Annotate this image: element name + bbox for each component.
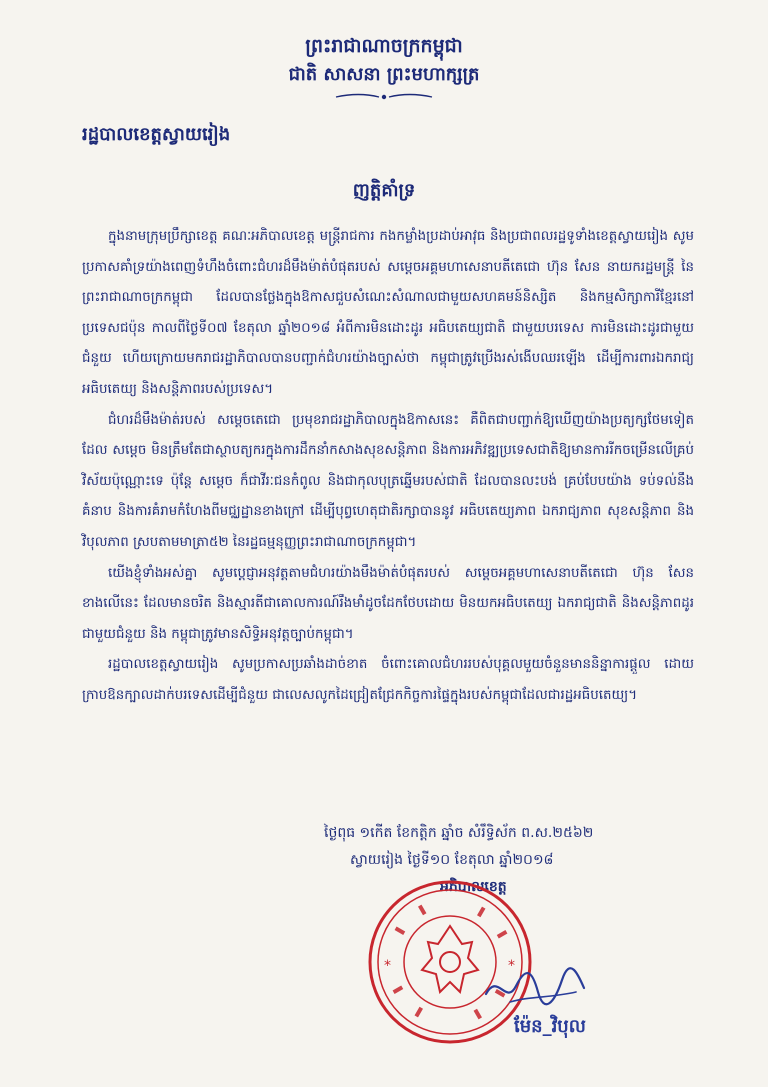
handwritten-signature-icon (480, 962, 590, 1012)
svg-text:*: * (508, 958, 515, 974)
paragraph-4: រដ្ឋបាលខេត្តស្វាយរៀង សូមប្រកាសប្រឆាំងដាច់ខាត ចំពោះគោលជំហររបស់បុគ្គលមួយចំនួនមាននិន្នាការផ្តួល ដោយក្រាបឱនក្បាលដាក់បរទេសដើម្បីជំនួយ ជាលេសលូកដៃជ្រៀតជ្រែកកិច្ចការផ្ទៃក្នុងរបស់កម្ពុជាដែលជារដ្ឋអធិបតេយ្យ។ (82, 657, 694, 703)
lunar-date: ថ្ងៃពុធ ១កើត ខែកត្តិក ឆ្នាំច សំរឹទ្ធិស័ក ព.ស.២៥៦២ (324, 825, 594, 841)
paragraph-3: យើងខ្ញុំទាំងអស់គ្នា សូមប្តេជ្ញាអនុវត្តតាមជំហរយ៉ាងមឹងម៉ាត់បំផុតរបស់ សម្តេចអគ្គមហាសេនាបតីតេជោ ហ៊ុន សែន ខាងលើនេះ ដែលមានចរិត និងស្មារតីជាគោលការណ៍រឹងមាំដូចដែកថែបដោយ មិនយកអធិបតេយ្យ ឯករាជ្យជាតិ និងសន្តិភាពដូរជាមួយជំនួយ និង កម្ពុជាត្រូវមានសិទ្ធិអនុវត្តច្បាប់កម្ពុជា។ (82, 565, 694, 642)
signer-name: ម៉ែន_វិបុល (514, 1016, 586, 1037)
ornament-divider-icon (334, 92, 434, 102)
solar-date: ស្វាយរៀង ថ្ងៃទី១០ ខែតុលា ឆ្នាំ២០១៨ (350, 852, 554, 868)
document-title: ញត្តិគាំទ្រ (352, 180, 416, 201)
signer-title: អភិបាលខេត្ត (440, 879, 507, 895)
kingdom-heading: ព្រះរាជាណាចក្រកម្ពុជា (305, 35, 463, 57)
issuing-authority: រដ្ឋបាលខេត្តស្វាយរៀង (82, 124, 231, 145)
paragraph-2: ជំហរដ៏មឹងម៉ាត់របស់ សម្តេចតេជោ ប្រមុខរាជរដ្ឋាភិបាលក្នុងឱកាសនេះ គឺពិតជាបញ្ជាក់ឱ្យឃើញយ៉ាងប្រត្យក្សថែមទៀត ដែល សម្តេច មិនត្រឹមតែជាស្ថាបត្យករក្នុងការដឹកនាំកសាងសុខសន្តិភាព និងការអភិវឌ្ឍប្រទេសជាតិឱ្យមានការរីកចម្រើនលើគ្រប់វិស័យប៉ុណ្ណោះទេ ប៉ុន្តែ សម្តេច ក៏ជាវីរៈជនកំពូល និងជាកុលបុត្រឆ្នើមរបស់ជាតិ ដែលបានលះបង់ គ្រប់បែបយ៉ាង ទប់ទល់នឹងគំនាប និងការគំរាមកំហែងពីមជ្ឈដ្ឋានខាងក្រៅ ដើម្បីបុព្វហេតុជាតិរក្សាបាននូវ អធិបតេយ្យភាព ឯករាជ្យភាព សុខសន្តិភាព និងវិបុលភាព ស្របតាមមាត្រា៥២ នៃរដ្ឋធម្មនុញ្ញព្រះរាជាណាចក្រកម្ពុជា។ (82, 412, 694, 550)
paragraph-1: ក្នុងនាមក្រុមប្រឹក្សាខេត្ត គណៈអភិបាលខេត្ត មន្ត្រីរាជការ កងកម្លាំងប្រដាប់អាវុធ និងប្រជាពលរដ្ឋទូទាំងខេត្តស្វាយរៀង សូមប្រកាសគាំទ្រយ៉ាងពេញទំហឹងចំពោះជំហរដ៏មឹងម៉ាត់បំផុតរបស់ សម្តេចអគ្គមហាសេនាបតីតេជោ ហ៊ុន សែន នាយករដ្ឋមន្ត្រី នៃព្រះរាជាណាចក្រកម្ពុជា ដែលបានថ្លែងក្នុងឱកាសជួបសំណេះសំណាលជាមួយសហគមន៍និស្សិត និងកម្មសិក្សាការីខ្មែរនៅប្រទេសជប៉ុន កាលពីថ្ងៃទី០៧ ខែតុលា ឆ្នាំ២០១៨ អំពីការមិនដោះដូរ អធិបតេយ្យជាតិ ជាមួយបរទេស ការមិនដោះដូរជាមួយជំនួយ ហើយក្រោយមករាជរដ្ឋាភិបាលបានបញ្ជាក់ជំហរយ៉ាងច្បាស់ថា កម្ពុជាត្រូវប្រើងរស់ងើបឈរឡើង ដើម្បីការពារឯករាជ្យ អធិបតេយ្យ និងសន្តិភាពរបស់ប្រទេស។ (82, 229, 694, 397)
document-body (82, 222, 694, 712)
svg-text:*: * (384, 958, 391, 974)
national-motto: ជាតិ សាសនា ព្រះមហាក្សត្រ (288, 64, 480, 85)
